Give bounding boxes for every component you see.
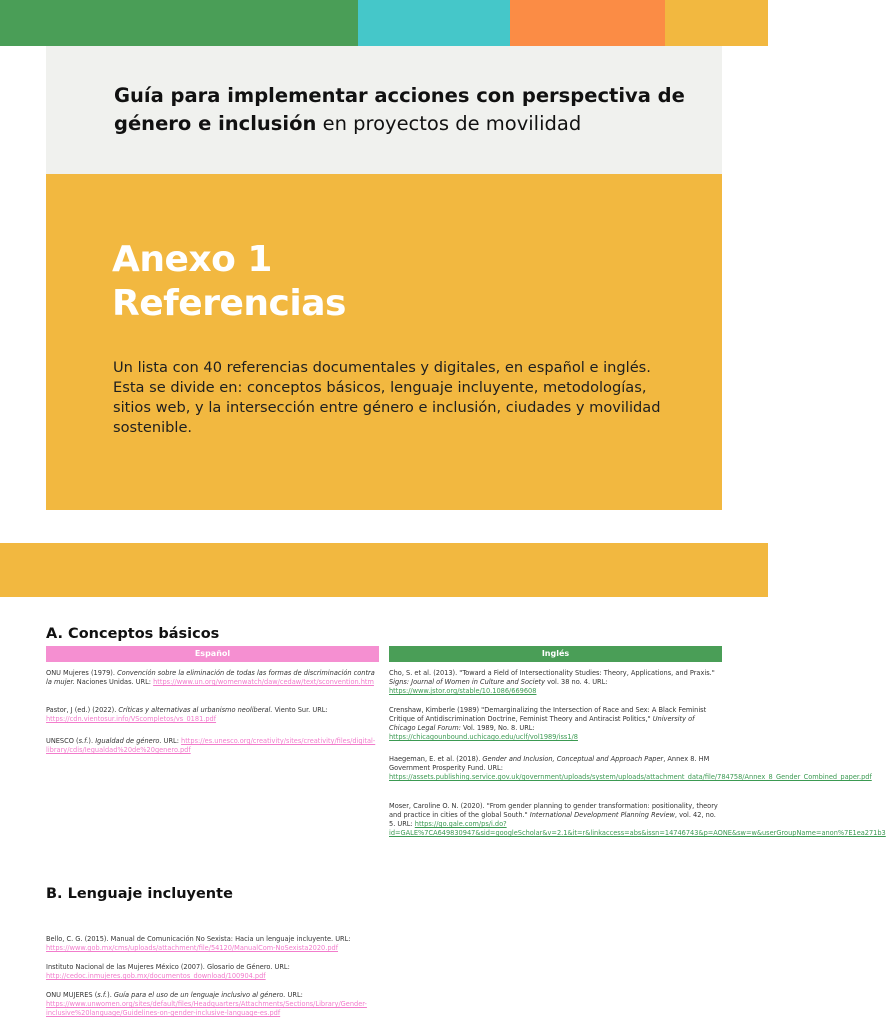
ref-italic-title: Gender and Inclusion, Conceptual and Approach Paper [482,755,664,763]
color-bar-orange [510,0,665,46]
annex-heading [112,238,346,326]
ref-text: ). [88,737,96,745]
reference-link[interactable]: https://www.unwomen.org/sites/default/files/Headquarters/Attachments/Sections/Library/Gender-inclusive%20language/Guidelines-on-gender-inclusive-language-es.pdf [46,1000,367,1017]
reference-item [46,963,376,981]
reference-item [389,706,719,742]
ref-italic-text: s.f. [97,991,108,999]
section-b-title: B. Lenguaje incluyente [46,886,233,902]
top-color-bar [0,0,768,46]
reference-item [46,935,376,953]
ref-text: Crenshaw, Kimberle (1989) "Demarginalizing the Intersection of Race and Sex: A Black Feminist Critique of Antidiscrimination Doctrine, Feminist Theory and Antiracist Politics," [389,706,707,723]
annex-panel [46,174,722,510]
annex-description: Un lista con 40 referencias documentales y digitales, en español e inglés. Esta se divide en: conceptos básicos, lenguaje incluyente, metodologías, sitios web, y la intersección entre género e inclusión, ciudades y movilidad sostenible. [113,359,661,436]
ref-italic-text: s.f. [78,737,89,745]
ref-text: Moser, Caroline O. N. (2020). "From gender planning to gender transformation: positionality, theory and practice in cities of the global South." [389,802,718,819]
guide-title [114,82,704,138]
color-bar-yellow [665,0,768,46]
ref-italic-title: Críticas y alternativas al urbanismo neoliberal. [118,706,273,714]
ref-text: ). [107,991,114,999]
ref-text: UNESCO ( [46,737,79,745]
ref-text: , Annex 8. HM Government Prosperity Fund. URL: [389,755,710,772]
ref-text: Vol. 1989, No. 8. URL: [460,724,535,732]
ref-italic-title: International Development Planning Review [529,811,675,819]
ref-italic-title: Guía para el uso de un lenguaje inclusivo al género. [113,991,286,999]
guide-title-bold: Guía para implementar acciones con perspectiva de género e inclusión [114,84,685,135]
ref-text: ONU MUJERES ( [46,991,98,999]
ref-italic-title: Signs: Journal of Women in Culture and Society [389,678,545,686]
annex-title: Referencias [112,283,346,324]
ref-text: Cho, S. et al. (2013). "Toward a Field of Intersectionality Studies: Theory, Applications, and Praxis." [389,669,715,677]
reference-item [46,706,376,724]
ref-text: Pastor, J (ed.) (2022). [46,706,119,714]
ref-text: URL: [161,737,182,745]
reference-link[interactable]: https://chicagounbound.uchicago.edu/uclf/vol1989/iss1/8 [389,733,578,741]
column-header-english: Inglés [389,646,722,662]
ref-text: Viento Sur. URL: [272,706,328,714]
reference-link[interactable]: https://es.unesco.org/creativity/sites/creativity/files/digital-library/cdis/Iegualdad%20de%20genero.pdf [46,737,376,754]
reference-item [389,669,719,696]
section-a-title: A. Conceptos básicos [46,626,220,642]
reference-link[interactable]: https://cdn.vientosur.info/VScompletos/vs_0181.pdf [46,715,217,723]
ref-text: Haegeman, E. et al. (2018). [389,755,483,763]
ref-text: URL: [285,991,303,999]
color-bar-cyan [358,0,510,46]
ref-italic-title: Convención sobre la eliminación de todas las formas de discriminación contra la mujer. [46,669,375,686]
reference-item [389,755,872,782]
ref-text: Bello, C. G. (2015). Manual de Comunicación No Sexista: Hacia un lenguaje incluyente. URL: [46,935,351,943]
color-bar-green [0,0,358,46]
ref-text: , vol. 42, no. 5. URL: [389,811,716,828]
ref-text: Naciones Unidas. URL: [74,678,154,686]
reference-item [46,669,376,687]
reference-item [389,802,886,838]
reference-link[interactable]: https://www.jstor.org/stable/10.1086/669608 [389,687,537,695]
divider-strip [0,543,768,597]
reference-link[interactable]: https://www.un.org/womenwatch/daw/cedaw/text/sconvention.htm [153,678,374,686]
annex-number: Anexo 1 [112,239,272,280]
reference-link[interactable]: http://cedoc.inmujeres.gob.mx/documentos_download/100904.pdf [46,972,266,980]
ref-text: vol. 38 no. 4. URL: [544,678,608,686]
reference-item [46,737,376,755]
reference-link[interactable]: https://assets.publishing.service.gov.uk/government/uploads/system/uploads/attachment_data/file/784758/Annex_8_Gender_Combined_paper.pdf [389,773,872,781]
reference-link[interactable]: https://go.gale.com/ps/i.do?id=GALE%7CA649830947&sid=googleScholar&v=2.1&it=r&linkaccess=abs&issn=14746743&p=AONE&sw=w&userGroupName=anon%7E1ea271b3 [389,820,886,837]
column-header-spanish: Español [46,646,379,662]
ref-italic-title: University of Chicago Legal Forum: [389,715,695,732]
ref-text: Instituto Nacional de las Mujeres México (2007). Glosario de Género. URL: [46,963,290,971]
reference-item [46,991,376,1018]
reference-link[interactable]: https://www.gob.mx/cms/uploads/attachment/file/54120/ManualCom-NoSexista2020.pdf [46,944,339,952]
guide-title-regular: en proyectos de movilidad [316,112,582,135]
ref-italic-title: Igualdad de género. [95,737,162,745]
ref-text: ONU Mujeres (1979). [46,669,118,677]
guide-title-box [46,46,722,174]
